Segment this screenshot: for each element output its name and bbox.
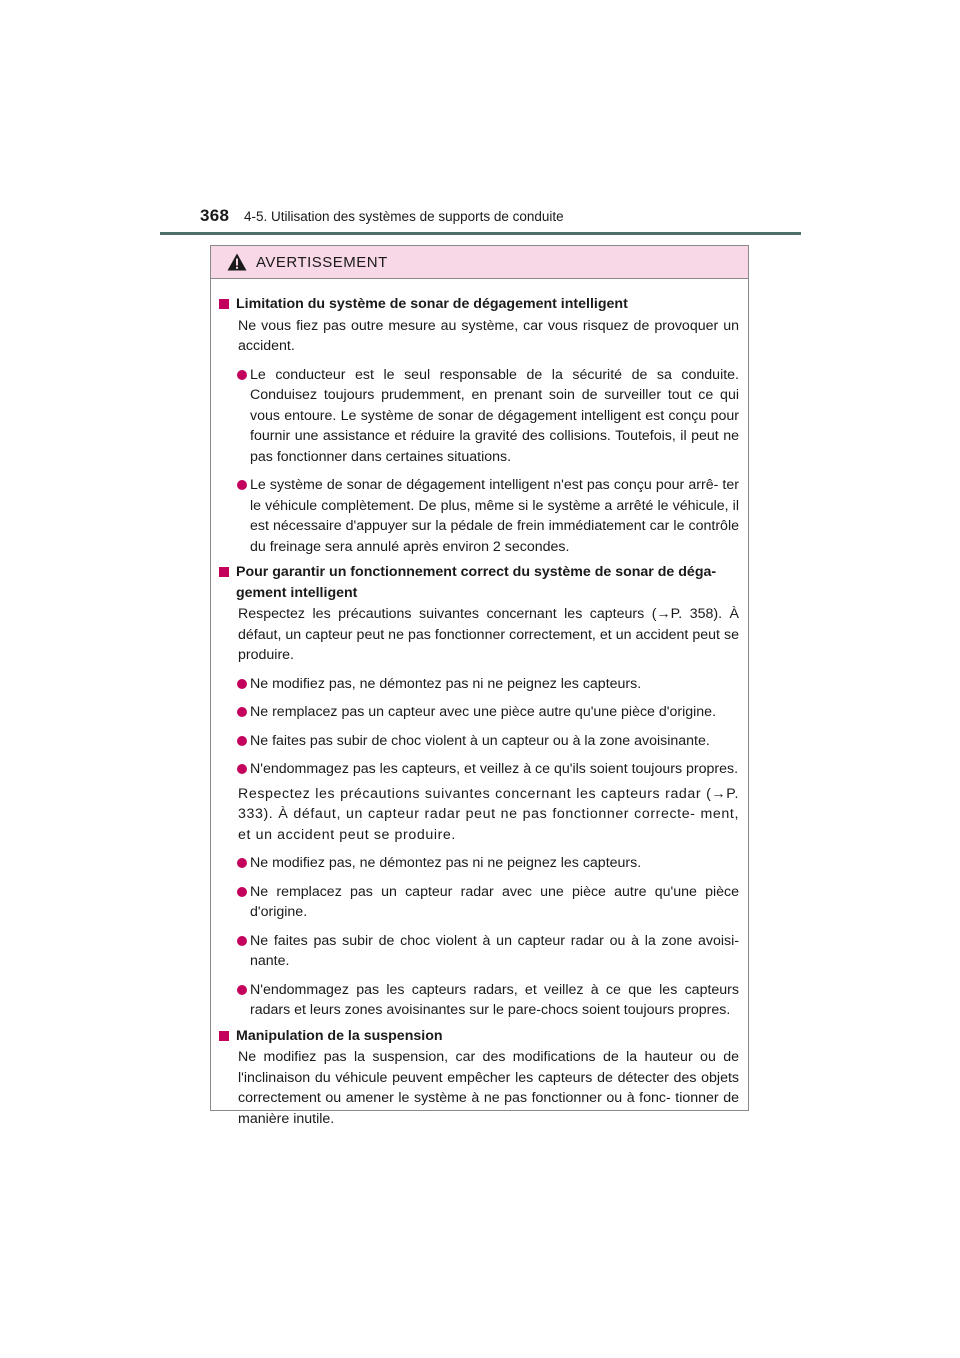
list-item: Ne modifiez pas, ne démontez pas ni ne peignez les capteurs. bbox=[219, 853, 739, 874]
list-item: Ne faites pas subir de choc violent à un capteur radar ou à la zone avoisi- nante. bbox=[219, 931, 739, 972]
round-bullet-icon bbox=[237, 936, 247, 946]
round-bullet-icon bbox=[237, 370, 247, 380]
warning-body bbox=[211, 279, 748, 1129]
round-bullet-icon bbox=[237, 985, 247, 995]
page-number: 368 bbox=[200, 206, 230, 225]
section-title: 4-5. Utilisation des systèmes de supports de conduite bbox=[244, 209, 564, 224]
list-item: Le conducteur est le seul responsable de la sécurité de sa conduite. Conduisez toujours prudemment, en prenant soin de surveiller tout ce qui vous entoure. Le système de sonar de dégagement intelligent est conçu pour fournir une assistance et réduire la gravité des collisions. Toutefois, il peut ne pas fonctionner dans certaines situations. bbox=[219, 365, 739, 468]
section-heading: Limitation du système de sonar de dégagement intelligent bbox=[219, 294, 739, 315]
list-item: N'endommagez pas les capteurs, et veillez à ce qu'ils soient toujours propres. bbox=[219, 759, 739, 780]
warning-section-correct-operation bbox=[219, 562, 739, 1021]
list-item: N'endommagez pas les capteurs radars, et veillez à ce que les capteurs radars et leurs zones avoisinantes sur le pare-chocs soient toujours propres. bbox=[219, 980, 739, 1021]
round-bullet-icon bbox=[237, 480, 247, 490]
round-bullet-icon bbox=[237, 679, 247, 689]
list-item: Ne remplacez pas un capteur avec une pièce autre qu'une pièce d'origine. bbox=[219, 702, 739, 723]
warning-header bbox=[211, 246, 748, 279]
warning-section-sonar-limits bbox=[219, 294, 739, 557]
section-intro: Respectez les précautions suivantes concernant les capteurs (→P. 358). À défaut, un capteur peut ne pas fonctionner correctement, et un accident peut se produire. bbox=[238, 606, 739, 663]
square-bullet-icon bbox=[219, 1031, 229, 1041]
list-item: Ne modifiez pas, ne démontez pas ni ne peignez les capteurs. bbox=[219, 674, 739, 695]
header-rule bbox=[160, 232, 801, 235]
list-item: Le système de sonar de dégagement intelligent n'est pas conçu pour arrê- ter le véhicule complètement. De plus, même si le système a arrêté le véhicule, il est nécessaire d'appuyer sur la pédale de frein immédiatement car le contrôle du freinage sera annulé après environ 2 secondes. bbox=[219, 475, 739, 557]
section-intro-radar: Respectez les précautions suivantes concernant les capteurs radar (→P. 333). À défaut, un capteur radar peut ne pas fonctionner correcte- ment, et un accident peut se produire. bbox=[238, 785, 739, 843]
list-item: Ne faites pas subir de choc violent à un capteur ou à la zone avoisinante. bbox=[219, 731, 739, 752]
square-bullet-icon bbox=[219, 567, 229, 577]
round-bullet-icon bbox=[237, 764, 247, 774]
section-heading: Manipulation de la suspension bbox=[219, 1026, 739, 1047]
round-bullet-icon bbox=[237, 858, 247, 868]
warning-triangle-icon bbox=[227, 253, 247, 271]
round-bullet-icon bbox=[237, 887, 247, 897]
section-intro: Ne vous fiez pas outre mesure au système, car vous risquez de provoquer un accident. bbox=[238, 317, 739, 354]
section-heading: Pour garantir un fonctionnement correct du système de sonar de déga- gement intelligent bbox=[219, 562, 739, 603]
round-bullet-icon bbox=[237, 707, 247, 717]
warning-box bbox=[210, 245, 749, 1127]
round-bullet-icon bbox=[237, 736, 247, 746]
square-bullet-icon bbox=[219, 299, 229, 309]
warning-title: AVERTISSEMENT bbox=[256, 254, 388, 271]
list-item: Ne remplacez pas un capteur radar avec une pièce autre qu'une pièce d'origine. bbox=[219, 882, 739, 923]
section-intro: Ne modifiez pas la suspension, car des modifications de la hauteur ou de l'inclinaison du véhicule peuvent empêcher les capteurs de détecter des objets correctement ou amener le système à ne pas fonctionner ou à fonc- tionner de manière inutile. bbox=[238, 1049, 739, 1127]
warning-section-suspension bbox=[219, 1026, 739, 1130]
